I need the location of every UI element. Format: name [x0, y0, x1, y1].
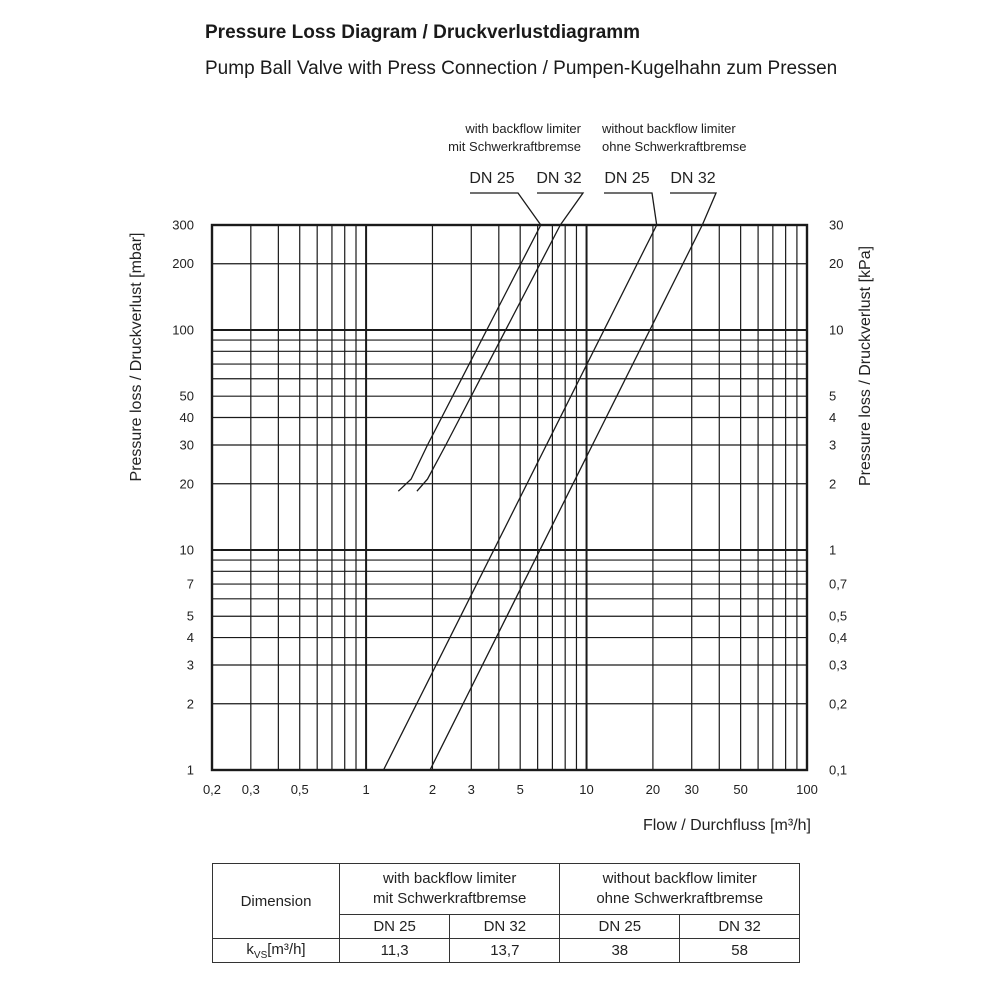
- series-label: DN 32: [536, 170, 582, 187]
- kvs-value-cell: 58: [680, 939, 800, 963]
- dn-header-cell: DN 32: [680, 915, 800, 939]
- y-tick-label-left: 3: [186, 657, 194, 673]
- group-header-with-limiter: [340, 864, 560, 915]
- y-tick-label-right: 0,5: [829, 608, 848, 624]
- y-tick-label-left: 20: [179, 476, 194, 492]
- x-tick-label: 30: [684, 782, 699, 797]
- series-line: [417, 225, 560, 491]
- dn-header-cell: DN 25: [560, 915, 680, 939]
- y-tick-label-left: 10: [179, 542, 194, 558]
- x-tick-label: 100: [796, 782, 818, 797]
- group-header-line: ohne Schwerkraftbremse: [596, 890, 764, 907]
- series-leader-line: [537, 193, 583, 225]
- y-tick-label-left: 200: [172, 256, 194, 272]
- y-tick-label-right: 4: [829, 410, 837, 426]
- series-label: DN 25: [469, 170, 515, 187]
- y-tick-label-left: 5: [186, 608, 194, 624]
- y-tick-label-left: 30: [179, 437, 194, 453]
- series-labels: [448, 121, 746, 225]
- kvs-table: [212, 863, 800, 963]
- y-tick-label-left: 7: [186, 576, 194, 592]
- table-header-row: [213, 864, 800, 915]
- x-tick-label: 0,2: [202, 782, 222, 797]
- group-header-without-limiter: [560, 864, 800, 915]
- y-tick-label-left: 2: [186, 696, 194, 712]
- x-tick-label: 20: [645, 782, 661, 797]
- y-tick-label-right: 5: [829, 388, 837, 404]
- series-leader-line: [470, 193, 541, 225]
- group-header-line: without backflow limiter: [602, 870, 757, 887]
- series-label: DN 32: [670, 170, 716, 187]
- plot-frame: [212, 225, 807, 770]
- y-axis-label-right: Pressure loss / Druckverlust [kPa]: [857, 245, 874, 487]
- x-tick-label: 5: [516, 782, 524, 797]
- y-tick-label-left: 100: [172, 322, 194, 338]
- y-tick-label-right: 1: [829, 542, 837, 558]
- group-label: with backflow limiter: [465, 121, 581, 136]
- group-label: ohne Schwerkraftbremse: [602, 139, 747, 154]
- y-tick-labels-left: [172, 218, 194, 778]
- y-tick-label-right: 0,4: [829, 630, 848, 646]
- y-tick-label-right: 0,1: [829, 762, 848, 778]
- kvs-label-sub: VS: [253, 949, 268, 961]
- group-label: without backflow limiter: [602, 121, 736, 136]
- y-tick-label-left: 300: [172, 217, 194, 233]
- kvs-value-cell: 13,7: [450, 939, 560, 963]
- y-tick-label-right: 10: [829, 322, 844, 338]
- y-tick-label-left: 40: [179, 410, 194, 426]
- y-tick-labels-right: [829, 218, 847, 778]
- kvs-label-cell: [213, 939, 340, 963]
- series-leader-line: [670, 193, 716, 225]
- series-leader-line: [604, 193, 657, 225]
- y-axis-label-left: Pressure loss / Druckverlust [mbar]: [128, 232, 145, 482]
- y-tick-label-left: 1: [186, 762, 194, 778]
- dimension-header: Dimension: [213, 864, 340, 939]
- y-tick-label-left: 50: [179, 388, 194, 404]
- chart-grid: [212, 225, 807, 770]
- y-tick-label-right: 0,3: [829, 657, 848, 673]
- y-tick-label-right: 3: [829, 437, 837, 453]
- chart-title: Pressure Loss Diagram / Druckverlustdiagramm: [205, 22, 641, 43]
- dn-header-cell: DN 32: [450, 915, 560, 939]
- y-tick-label-right: 0,2: [829, 696, 848, 712]
- y-tick-label-right: 2: [829, 476, 837, 492]
- x-tick-label: 50: [733, 782, 748, 797]
- chart-series: [384, 225, 703, 770]
- group-header-line: with backflow limiter: [383, 870, 517, 887]
- kvs-label-unit: [m³/h]: [267, 940, 306, 958]
- x-axis-label: Flow / Durchfluss [m³/h]: [642, 817, 811, 834]
- kvs-label-k: k: [246, 940, 254, 958]
- x-tick-label: 10: [579, 782, 594, 797]
- y-tick-label-right: 0,7: [829, 576, 848, 592]
- group-header-line: mit Schwerkraftbremse: [373, 890, 527, 907]
- x-tick-label: 0,3: [241, 782, 260, 797]
- kvs-value-cell: 38: [560, 939, 680, 963]
- y-tick-label-left: 4: [186, 630, 194, 646]
- series-line: [398, 225, 541, 491]
- chart-subtitle: Pump Ball Valve with Press Connection / Pumpen-Kugelhahn zum Pressen: [205, 58, 838, 79]
- x-tick-label: 0,5: [290, 782, 309, 797]
- x-tick-label: 3: [467, 782, 475, 797]
- y-tick-label-right: 30: [829, 217, 844, 233]
- y-tick-label-right: 20: [829, 256, 844, 272]
- series-label: DN 25: [604, 170, 650, 187]
- kvs-value-cell: 11,3: [340, 939, 450, 963]
- x-tick-labels: [203, 782, 818, 797]
- dn-header-cell: DN 25: [340, 915, 450, 939]
- x-tick-label: 1: [362, 782, 370, 797]
- table-kvs-row: [213, 939, 800, 963]
- group-label: mit Schwerkraftbremse: [448, 139, 581, 154]
- x-tick-label: 2: [428, 782, 437, 797]
